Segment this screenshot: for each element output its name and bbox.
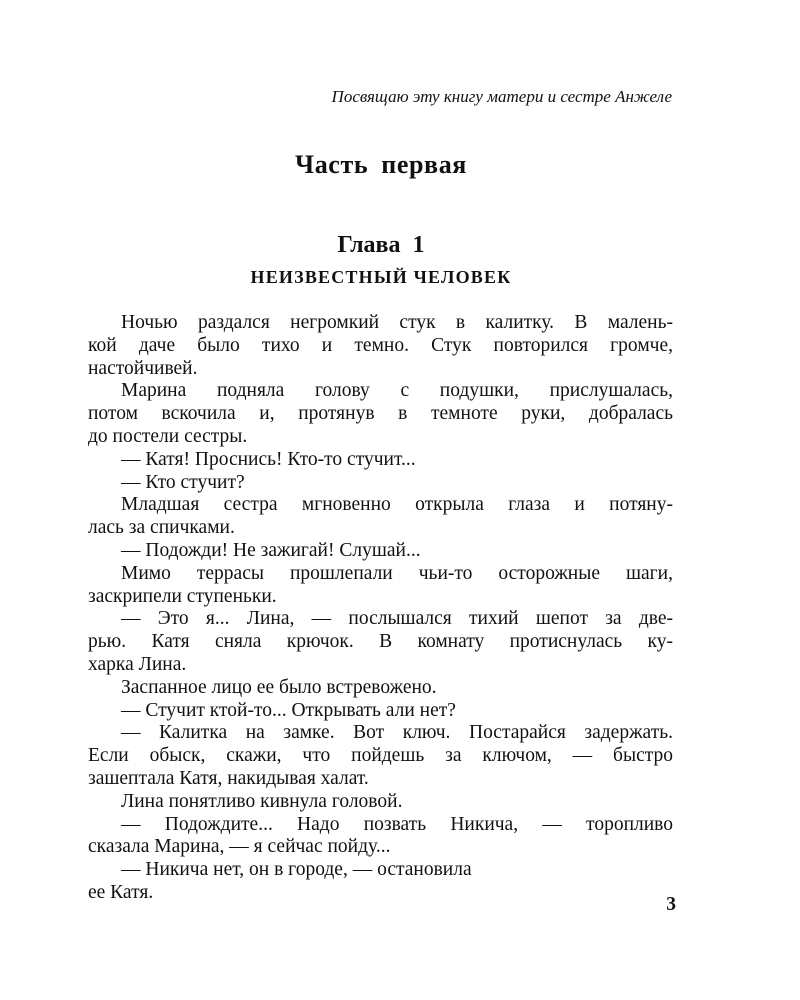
text-line: Марина подняла голову с подушки, прислушалась, [121, 380, 673, 402]
text-line: заскрипели ступеньки. [88, 585, 277, 607]
text-line: Если обыск, скажи, что пойдешь за ключом, — быстро [88, 745, 673, 767]
text-line: харка Лина. [88, 653, 187, 675]
text-line: — Кто стучит? [121, 471, 245, 493]
text-line: — Катя! Проснись! Кто-то стучит... [121, 448, 416, 470]
text-line: настойчивей. [88, 357, 198, 379]
text-line: — Никича нет, он в городе, — остановила [121, 859, 472, 881]
text-line: ее Катя. [88, 881, 154, 903]
text-line: Младшая сестра мгновенно открыла глаза и потяну- [121, 494, 673, 516]
text-line: зашептала Катя, накидывая халат. [88, 767, 369, 789]
text-line: лась за спичками. [88, 517, 235, 539]
text-line: — Подождите... Надо позвать Никича, — торопливо [121, 813, 673, 835]
text-line: — Подожди! Не зажигай! Слушай... [121, 539, 421, 561]
text-line: — Это я... Лина, — послышался тихий шепот за две- [121, 608, 673, 630]
text-line: рью. Катя сняла крючок. В комнату протиснулась ку- [88, 631, 673, 653]
text-line: — Калитка на замке. Вот ключ. Постарайся задержать. [121, 722, 673, 744]
text-line: Мимо террасы прошлепали чьи-то осторожные шаги, [121, 562, 673, 584]
text-line: кой даче было тихо и темно. Стук повторился громче, [88, 334, 673, 356]
text-line: потом вскочила и, протянув в темноте руки, добралась [88, 403, 673, 425]
part-title: Часть первая [295, 150, 467, 179]
text-line: — Стучит ктой-то... Открывать али нет? [121, 699, 456, 721]
body-text [88, 312, 673, 905]
epigraph: Посвящаю эту книгу матери и сестре Анжеле [331, 87, 672, 106]
text-line: Заспанное лицо ее было встревожено. [121, 676, 437, 698]
chapter-title: Глава 1 [337, 232, 425, 258]
page-number: 3 [666, 894, 676, 915]
text-line: Лина понятливо кивнула головой. [121, 790, 403, 812]
text-line: Ночью раздался негромкий стук в калитку. В малень- [121, 312, 673, 333]
text-line: сказала Марина, — я сейчас пойду... [88, 836, 391, 858]
text-line: до постели сестры. [88, 425, 248, 447]
chapter-subtitle: НЕИЗВЕСТНЫЙ ЧЕЛОВЕК [250, 267, 512, 287]
